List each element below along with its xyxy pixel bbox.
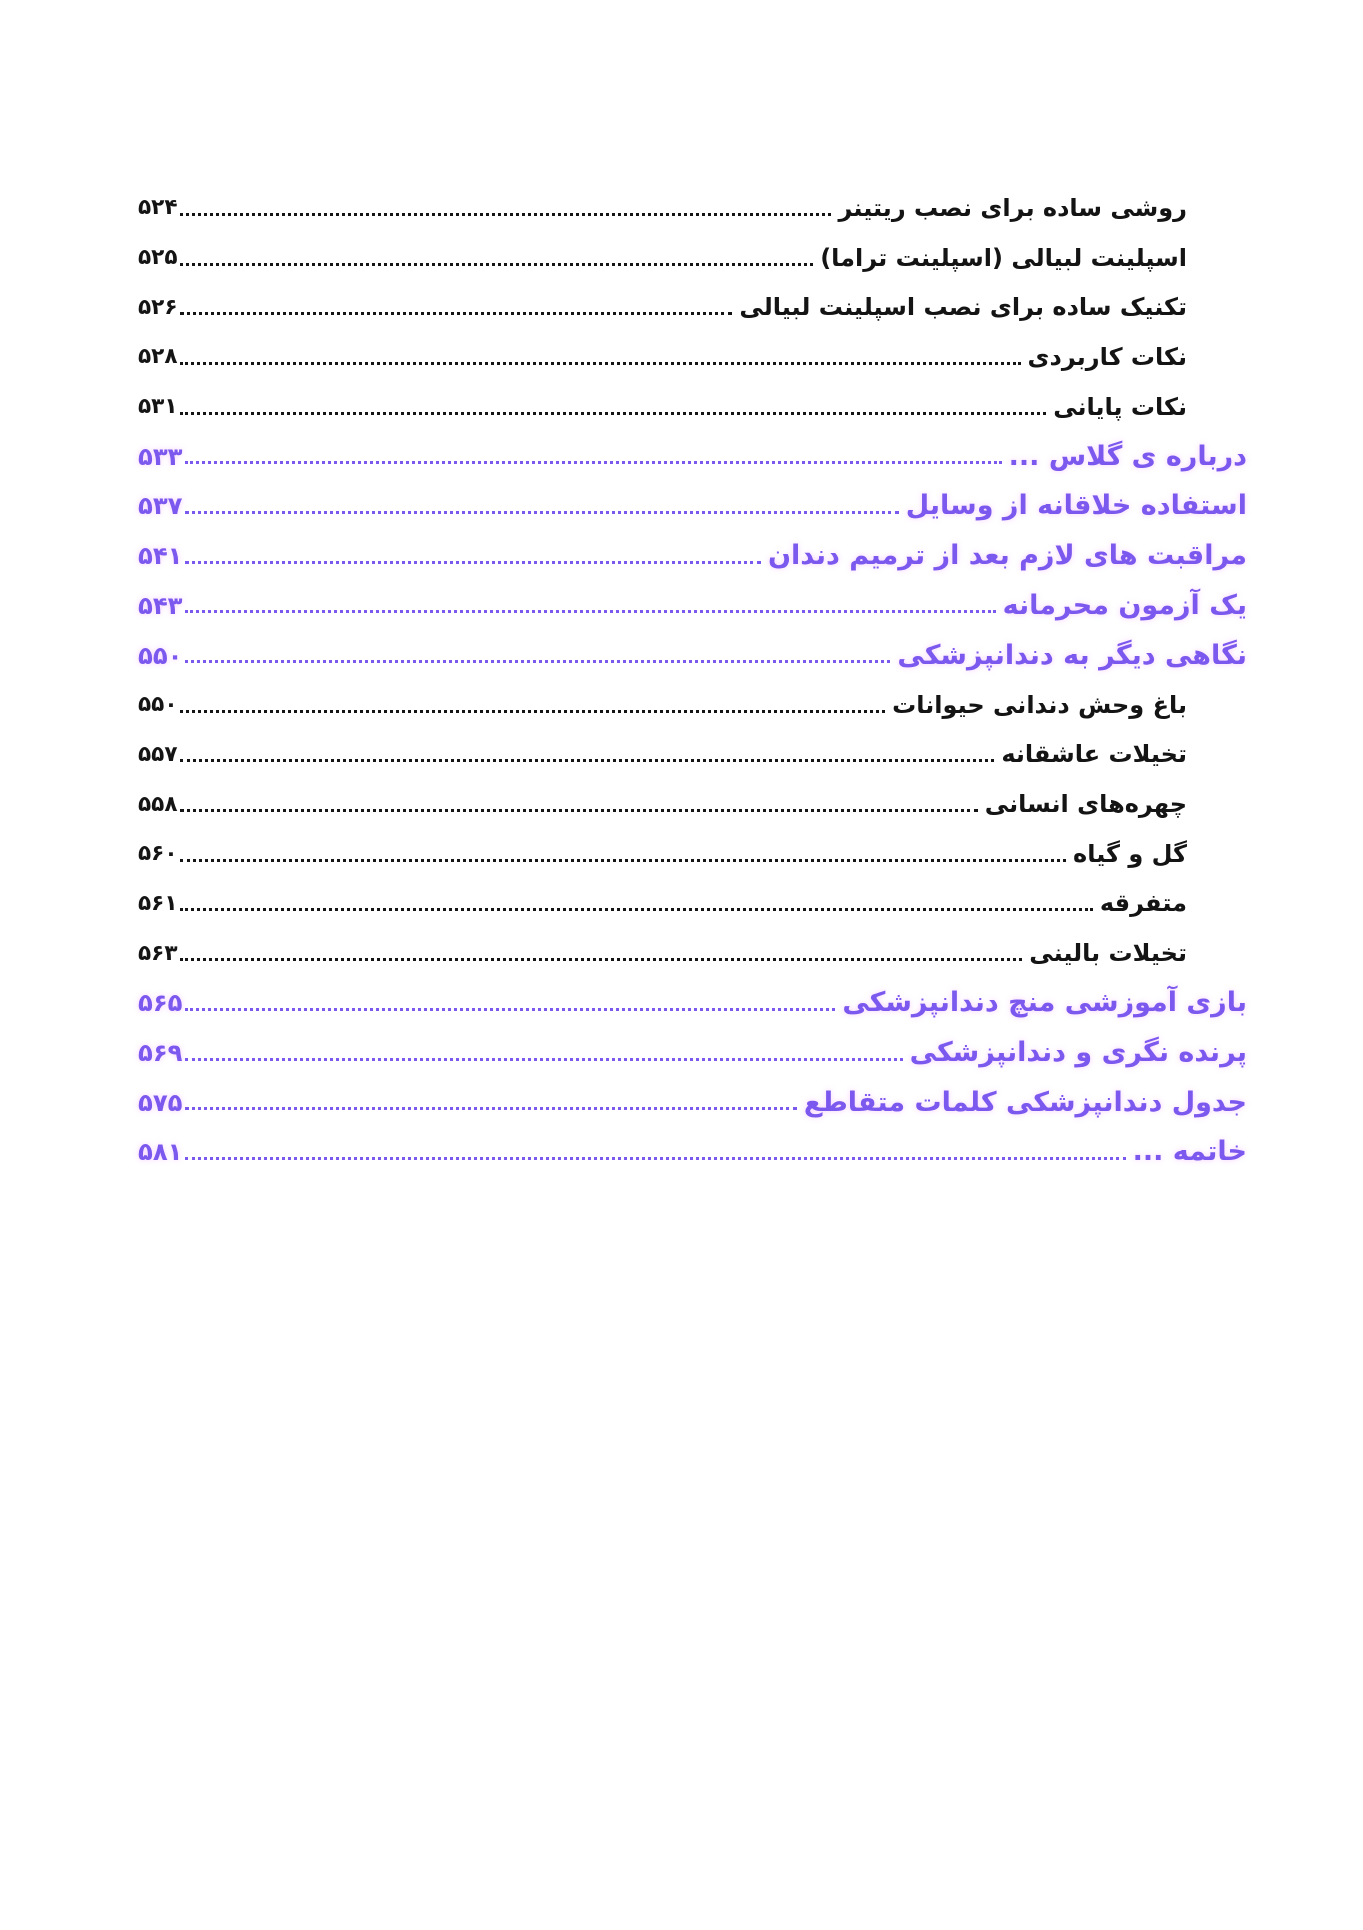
toc-page-number: ۵۶۰ <box>138 841 178 867</box>
toc-page-number: ۵۶۹ <box>138 1038 183 1068</box>
toc-page-number: ۵۶۱ <box>138 890 178 916</box>
dot-leader <box>185 448 1002 464</box>
toc-entry-title: تخیلات عاشقانه <box>1001 740 1187 769</box>
toc-entry-title: متفرقه <box>1099 889 1187 918</box>
dot-leader <box>180 299 733 315</box>
toc-entry-title: چهره‌های انسانی <box>984 790 1187 819</box>
toc-row <box>138 183 1247 233</box>
toc-entry-title: نکات کاربردی <box>1027 342 1187 371</box>
dot-leader <box>180 746 995 762</box>
toc-row <box>138 431 1247 481</box>
dot-leader <box>180 697 886 713</box>
dot-leader <box>185 1094 797 1110</box>
toc-row <box>138 282 1247 332</box>
toc-row <box>138 928 1247 978</box>
toc-page-number: ۵۵۰ <box>138 640 183 670</box>
toc-row <box>138 332 1247 382</box>
dot-leader <box>180 200 832 216</box>
dot-leader <box>180 399 1047 415</box>
toc-row <box>138 630 1247 680</box>
toc-entry-title: جدول دندانپزشکی کلمات متقاطع <box>803 1086 1247 1118</box>
toc-row <box>138 1077 1247 1127</box>
toc-page-number: ۵۳۱ <box>138 394 178 420</box>
dot-leader <box>180 796 978 812</box>
dot-leader <box>185 548 762 564</box>
toc-entry-title: یک آزمون محرمانه <box>1002 589 1247 621</box>
dot-leader <box>185 498 899 514</box>
toc-row <box>138 680 1247 730</box>
toc-page-number: ۵۷۵ <box>138 1087 183 1117</box>
toc-entry-title: بازی آموزشی منچ دندانپزشکی <box>842 987 1247 1019</box>
toc-page-number: ۵۲۴ <box>138 195 178 221</box>
toc-entry-title: گل و گیاه <box>1073 839 1187 868</box>
toc-page-number: ۵۵۷ <box>138 741 178 767</box>
toc-row <box>138 1028 1247 1078</box>
toc-page-number: ۵۵۸ <box>138 791 178 817</box>
toc-entry-title: خاتمه ... <box>1132 1136 1247 1168</box>
toc-row <box>138 581 1247 631</box>
toc-row <box>138 829 1247 879</box>
toc-entry-title: درباره ی گلاس ... <box>1008 440 1247 472</box>
toc-page-number: ۵۶۵ <box>138 988 183 1018</box>
toc-row <box>138 879 1247 929</box>
toc-page-number: ۵۶۳ <box>138 940 178 966</box>
toc-page-number: ۵۳۳ <box>138 441 183 471</box>
toc-entry-title: مراقبت های لازم بعد از ترمیم دندان <box>768 540 1247 572</box>
toc-entry-title: نگاهی دیگر به دندانپزشکی <box>897 639 1247 671</box>
dot-leader <box>180 846 1067 862</box>
dot-leader <box>180 895 1093 911</box>
dot-leader <box>180 945 1023 961</box>
toc-entry-title: باغ وحش دندانی حیوانات <box>892 690 1187 719</box>
toc-list <box>138 183 1247 1177</box>
toc-page-number: ۵۲۸ <box>138 344 178 370</box>
toc-row <box>138 481 1247 531</box>
toc-page-number: ۵۳۷ <box>138 491 183 521</box>
dot-leader <box>185 1045 903 1061</box>
toc-entry-title: نکات پایانی <box>1053 392 1187 421</box>
toc-entry-title: استفاده خلاقانه از وسایل <box>905 490 1247 522</box>
toc-entry-title: اسپلینت لبیالی (اسپلینت تراما) <box>820 243 1187 272</box>
toc-row <box>138 531 1247 581</box>
dot-leader <box>185 995 836 1011</box>
toc-page-number: ۵۲۵ <box>138 245 178 271</box>
toc-page-number: ۵۵۰ <box>138 692 178 718</box>
dot-leader <box>185 597 996 613</box>
dot-leader <box>185 1144 1126 1160</box>
toc-row <box>138 382 1247 432</box>
toc-page-number: ۵۸۱ <box>138 1137 183 1167</box>
toc-entry-title: تکنیک ساده برای نصب اسپلینت لبیالی <box>739 293 1187 322</box>
toc-page-number: ۵۴۳ <box>138 590 183 620</box>
dot-leader <box>180 349 1021 365</box>
toc-page-number: ۵۲۶ <box>138 294 178 320</box>
toc-row <box>138 779 1247 829</box>
toc-row <box>138 730 1247 780</box>
toc-row <box>138 978 1247 1028</box>
dot-leader <box>180 250 814 266</box>
toc-row <box>138 233 1247 283</box>
toc-row <box>138 1127 1247 1177</box>
toc-entry-title: تخیلات بالینی <box>1029 939 1187 968</box>
dot-leader <box>185 647 891 663</box>
toc-entry-title: روشی ساده برای نصب ریتینر <box>838 193 1187 222</box>
toc-page-number: ۵۴۱ <box>138 541 183 571</box>
toc-entry-title: پرنده نگری و دندانپزشکی <box>909 1037 1247 1069</box>
